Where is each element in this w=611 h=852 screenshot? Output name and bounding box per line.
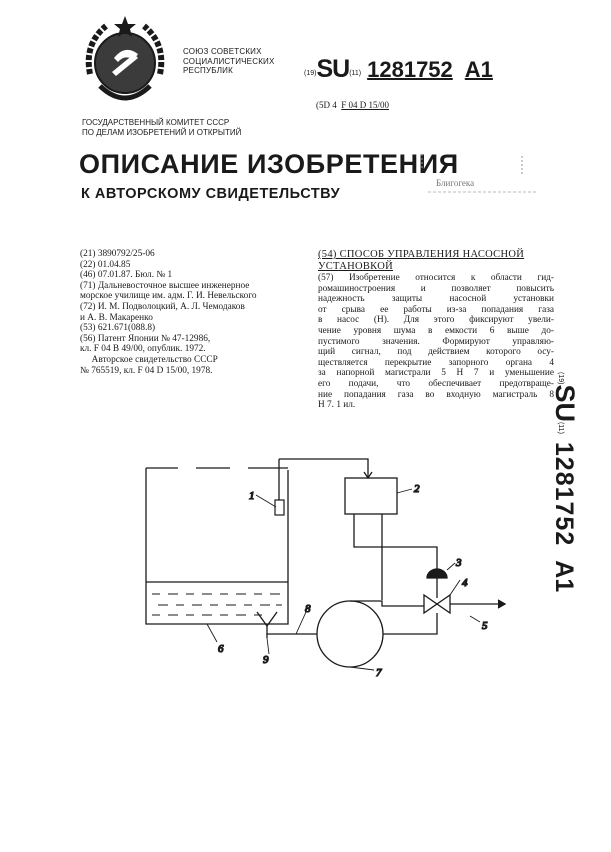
biblio-line: (21) 3890792/25-06 xyxy=(80,249,155,259)
kind-code: A1 xyxy=(464,57,493,82)
label-intake: 9 xyxy=(263,654,269,666)
liquid-waves xyxy=(152,594,282,615)
discharge-arrowhead xyxy=(498,600,505,608)
biblio-line: (56) Патент Японии № 47-12986, xyxy=(80,333,211,344)
pump-bypass xyxy=(383,613,437,634)
inid-code-19: (19) xyxy=(304,70,317,77)
abstract-line: ществляется перекрытие запорного органа 4 xyxy=(318,357,554,368)
abstract-line: надежность защиты насосной установки xyxy=(318,294,554,305)
gov-line: СОЮЗ СОВЕТСКИХ xyxy=(183,47,262,56)
control-unit xyxy=(345,478,397,514)
abstract-line: чение уровня шума в емкости 6 выше до- xyxy=(318,325,554,336)
biblio-line: кл. F 04 B 49/00, опублик. 1972. xyxy=(80,344,206,355)
ipc-code: F 04 D 15/00 xyxy=(341,100,390,110)
biblio-line: № 765519, кл. F 04 D 15/00, 1978. xyxy=(80,365,213,376)
valve-actuator xyxy=(427,569,447,578)
label-sensor: 1 xyxy=(249,490,255,502)
biblio-line: Авторское свидетельство СССР xyxy=(80,354,218,365)
patent-number: 1281752 xyxy=(367,57,453,82)
label-actuator: 3 xyxy=(456,557,462,569)
abstract-line: (57) Изобретение относится к области гид- xyxy=(318,273,554,283)
vertical-kind-code: A1 xyxy=(550,560,578,593)
biblio-line: морское училище им. адм. Г. И. Невельского xyxy=(80,291,257,302)
abstract-line: от срыва ее работы из-за попадания газа xyxy=(318,304,554,315)
abstract-line: пустимого значения. Формируют управляю- xyxy=(318,336,554,347)
document-title: ОПИСАНИЕ ИЗОБРЕТЕНИЯ xyxy=(79,149,459,179)
vertical-patent-number: 1281752 xyxy=(550,441,578,547)
committee-line: ГОСУДАРСТВЕННЫЙ КОМИТЕТ СССР xyxy=(82,118,230,127)
noise-sensor xyxy=(275,500,284,515)
biblio-line: (72) И. М. Подволоцкий, А. Л. Чемодаков xyxy=(80,301,245,312)
biblio-line: (71) Дальневосточное высшее инженерное xyxy=(80,280,250,291)
label-tank: 6 xyxy=(218,643,224,655)
abstract-line: щий сигнал, под действием которого осу- xyxy=(318,347,554,358)
country-code: SU xyxy=(316,55,350,83)
committee-line: ПО ДЕЛАМ ИЗОБРЕТЕНИЙ И ОТКРЫТИЙ xyxy=(82,127,242,137)
abstract-line: Н 7. 1 ил. xyxy=(318,400,356,411)
suction-line xyxy=(267,626,317,634)
biblio-line: (53) 621.671(088.8) xyxy=(80,323,156,334)
abstract-line: его подачи, что обеспечивает предотвраще- xyxy=(318,378,554,389)
label-valve: 4 xyxy=(462,577,468,589)
abstract-line: за напорной магистрали 5 Н 7 и уменьшение xyxy=(318,368,554,379)
label-suction-line: 8 xyxy=(305,603,311,615)
abstract-line: ромашиностроения и позволяет повысить xyxy=(318,283,554,294)
pump xyxy=(317,601,383,667)
label-pump: 7 xyxy=(376,667,382,679)
gov-line: СОЦИАЛИСТИЧЕСКИХ xyxy=(183,56,275,66)
ipc-prefix: (5D 4 xyxy=(316,100,337,110)
biblio-line: (22) 01.04.85 xyxy=(80,259,131,270)
vertical-country-code: SU xyxy=(550,384,580,422)
biblio-line: и А. В. Макаренко xyxy=(80,312,153,323)
vertical-inid-code-19: (19) xyxy=(557,372,564,385)
gov-line: РЕСПУБЛИК xyxy=(183,66,233,75)
label-discharge-line: 5 xyxy=(482,620,488,632)
invention-title-line: (54) СПОСОБ УПРАВЛЕНИЯ НАСОСНОЙ xyxy=(318,249,525,260)
biblio-line: (46) 07.01.87. Бюл. № 1 xyxy=(80,270,173,281)
document-subtitle: К АВТОРСКОМУ СВИДЕТЕЛЬСТВУ xyxy=(81,186,341,202)
abstract-line: ние попадания газа во входную магистраль 8 xyxy=(318,389,554,400)
signal-line-to-control xyxy=(279,459,368,478)
tank-outline xyxy=(146,468,288,624)
control-to-actuator xyxy=(354,514,437,570)
abstract-line: в насос (Н). Для этого фиксируют увели- xyxy=(318,315,554,326)
leader-lines xyxy=(207,489,480,670)
stamp-text: Блигогека xyxy=(436,178,475,188)
vertical-inid-code-11: (11) xyxy=(557,421,564,434)
invention-title-line: УСТАНОВКОЙ xyxy=(318,260,393,272)
label-control-unit: 2 xyxy=(414,483,420,495)
inid-code-11: (11) xyxy=(349,70,362,77)
